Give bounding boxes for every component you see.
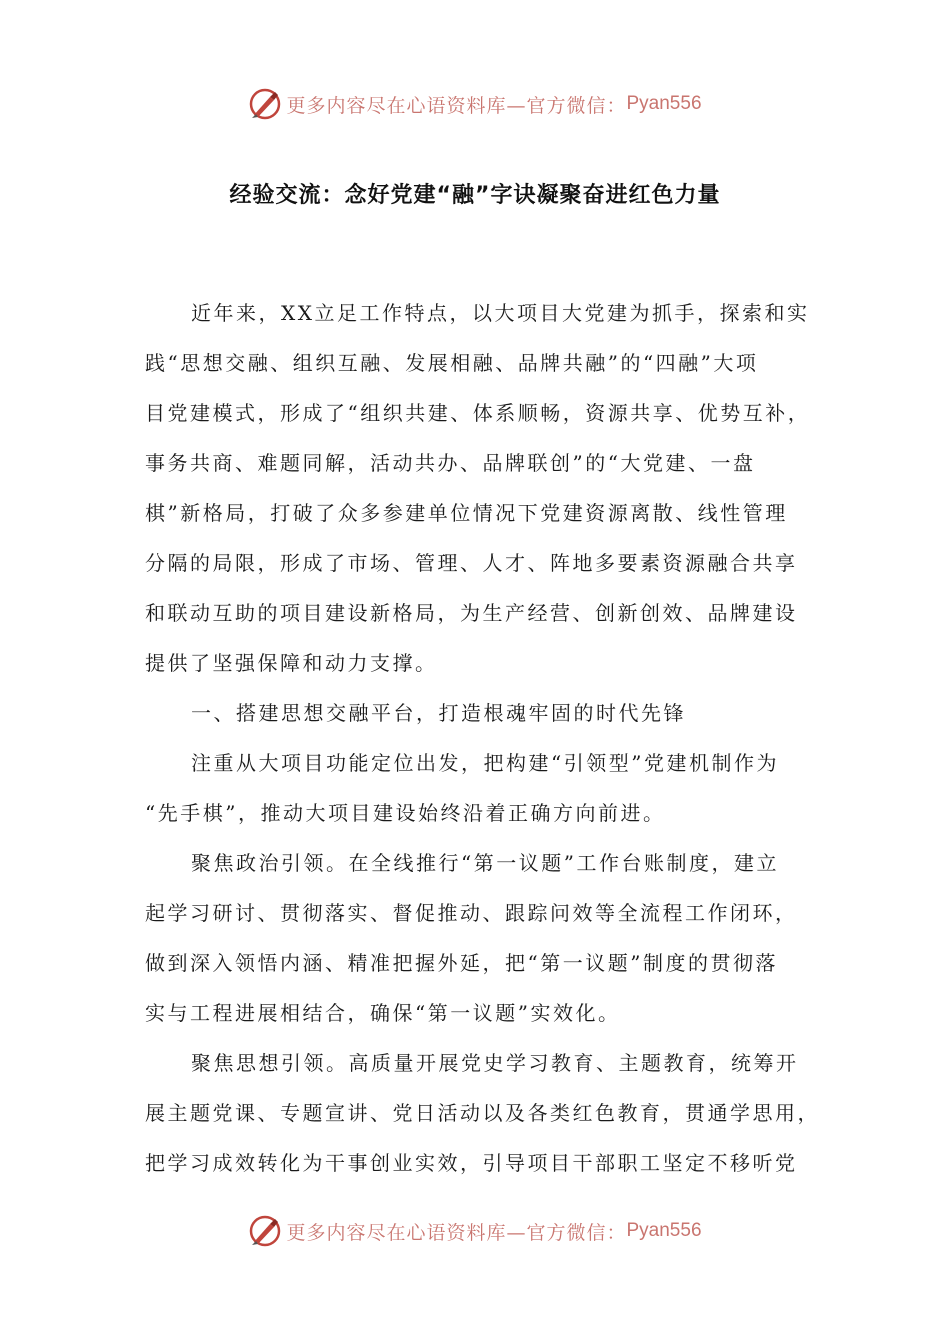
body-line: 注重从大项目功能定位出发，把构建“引领型”党建机制作为 (191, 751, 779, 775)
body-line: “先手棋”，推动大项目建设始终沿着正确方向前进。 (145, 801, 666, 825)
body-line: 展主题党课、专题宣讲、党日活动以及各类红色教育，贯通学思用， (145, 1101, 820, 1125)
watermark-id: Pyan556 (626, 1220, 702, 1241)
watermark-id: Pyan556 (626, 93, 702, 114)
document-body (145, 288, 820, 1188)
document-title: 经验交流：念好党建“融”字诀凝聚奋进红色力量 (229, 183, 721, 208)
pen-logo-icon (248, 87, 282, 121)
body-line: 分隔的局限，形成了市场、管理、人才、阵地多要素资源融合共享 (145, 551, 798, 575)
body-line: 践“思想交融、组织互融、发展相融、品牌共融”的“四融”大项 (145, 351, 759, 375)
section-heading: 一、搭建思想交融平台，打造根魂牢固的时代先锋 (191, 701, 686, 725)
body-line: 事务共商、难题同解，活动共办、品牌联创”的“大党建、一盘 (145, 451, 756, 475)
body-line: 起学习研讨、贯彻落实、督促推动、跟踪问效等全流程工作闭环， (145, 901, 798, 925)
body-line: 实与工程进展相结合，确保“第一议题”实效化。 (145, 1001, 621, 1025)
body-line: 做到深入领悟内涵、精准把握外延，把“第一议题”制度的贯彻落 (145, 951, 778, 975)
body-line: 近年来，XX立足工作特点，以大项目大党建为抓手，探索和实 (191, 301, 810, 325)
body-line: 目党建模式，形成了“组织共建、体系顺畅，资源共享、优势互补， (145, 401, 811, 425)
watermark-text: 更多内容尽在心语资料库—官方微信： (286, 1221, 627, 1244)
body-line: 聚焦思想引领。高质量开展党史学习教育、主题教育，统筹开 (191, 1051, 799, 1075)
watermark-banner-top (0, 84, 950, 124)
body-line: 提供了坚强保障和动力支撑。 (145, 651, 438, 675)
body-line: 把学习成效转化为干事创业实效，引导项目干部职工坚定不移听党 (145, 1151, 798, 1175)
watermark-banner-bottom (0, 1211, 950, 1251)
body-line: 聚焦政治引领。在全线推行“第一议题”工作台账制度，建立 (191, 851, 779, 875)
body-line: 和联动互助的项目建设新格局，为生产经营、创新创效、品牌建设 (145, 601, 798, 625)
body-line: 棋”新格局，打破了众多参建单位情况下党建资源离散、线性管理 (145, 501, 788, 525)
pen-logo-icon (248, 1214, 282, 1248)
watermark-text: 更多内容尽在心语资料库—官方微信： (286, 94, 627, 117)
